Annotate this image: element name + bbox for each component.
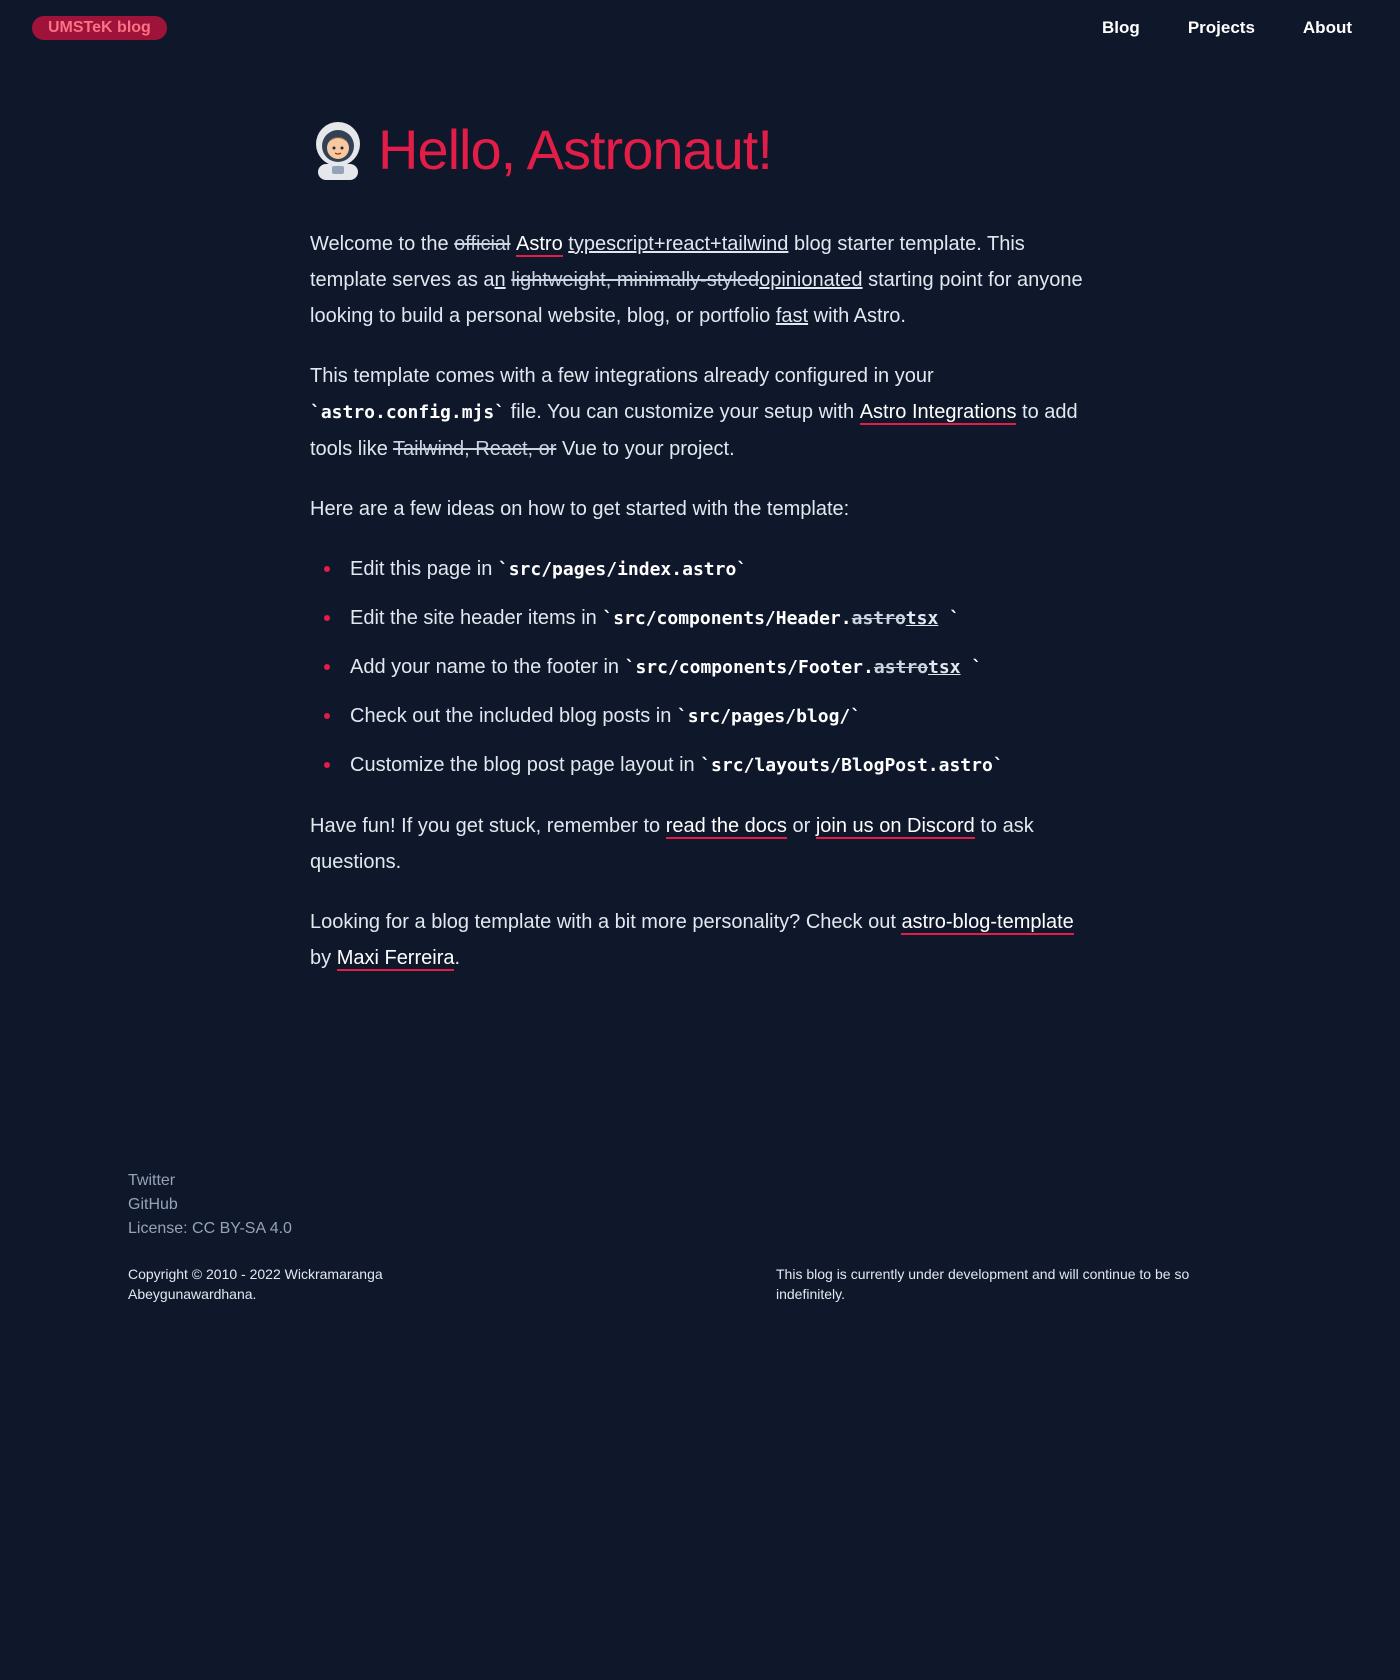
site-header bbox=[0, 0, 1400, 56]
astro-integrations-link[interactable]: Astro Integrations bbox=[859, 401, 1017, 423]
list-item: Check out the included blog posts in `src/pages/blog/` bbox=[350, 698, 1090, 735]
footer-twitter-link[interactable]: Twitter bbox=[128, 1172, 176, 1189]
footer-github-link[interactable]: GitHub bbox=[128, 1196, 178, 1213]
page-title-text: Hello, Astronaut! bbox=[378, 118, 772, 181]
development-note: This blog is currently under development and will continue to be so indefinitely. bbox=[776, 1266, 1190, 1302]
list-item: Add your name to the footer in `src/components/Footer.astrotsx ` bbox=[350, 649, 1090, 686]
nav-projects[interactable]: Projects bbox=[1187, 18, 1255, 37]
read-docs-link[interactable]: read the docs bbox=[665, 815, 787, 837]
list-item: Customize the blog post page layout in `src/layouts/BlogPost.astro` bbox=[350, 747, 1090, 784]
footer-links bbox=[128, 1169, 292, 1241]
page-title bbox=[310, 110, 1090, 190]
discord-link[interactable]: join us on Discord bbox=[815, 815, 975, 837]
footer-license-link[interactable]: License: CC BY-SA 4.0 bbox=[128, 1220, 292, 1237]
nav-about[interactable]: About bbox=[1302, 18, 1352, 37]
main-content bbox=[310, 110, 1090, 1000]
main-nav bbox=[1102, 17, 1352, 39]
astro-blog-template-link[interactable]: astro-blog-template bbox=[901, 911, 1074, 933]
ideas-paragraph: Here are a few ideas on how to get started with the template: bbox=[310, 498, 850, 520]
nav-blog[interactable]: Blog bbox=[1102, 18, 1140, 37]
template-paragraph: Looking for a blog template with a bit more personality? Check out astro-blog-template by Maxi Ferreira. bbox=[310, 911, 1074, 969]
astro-link[interactable]: Astro bbox=[516, 233, 563, 255]
brand-logo-link[interactable]: UMSTeK blog bbox=[32, 16, 167, 40]
help-paragraph: Have fun! If you get stuck, remember to read the docs or join us on Discord to ask questions. bbox=[310, 815, 1034, 873]
intro-paragraph: Welcome to the official Astro typescript+react+tailwind blog starter template. This template serves as an lightweight, minimally-styledopinionated starting point for anyone looking to build a personal website, blog, or portfolio fast with Astro. bbox=[310, 233, 1083, 327]
ideas-list bbox=[310, 551, 1090, 784]
copyright-text: Copyright © 2010 - 2022 Wickramaranga Abeygunawardhana. bbox=[128, 1266, 383, 1302]
list-item: Edit the site header items in `src/components/Header.astrotsx ` bbox=[350, 600, 1090, 637]
integrations-paragraph: This template comes with a few integrations already configured in your `astro.config.mjs` file. You can customize your setup with Astro Integrations to add tools like Tailwind, React, or Vue to your project. bbox=[310, 365, 1078, 460]
astronaut-icon bbox=[310, 120, 366, 180]
maxi-ferreira-link[interactable]: Maxi Ferreira bbox=[336, 947, 455, 969]
list-item: Edit this page in `src/pages/index.astro` bbox=[350, 551, 1090, 588]
